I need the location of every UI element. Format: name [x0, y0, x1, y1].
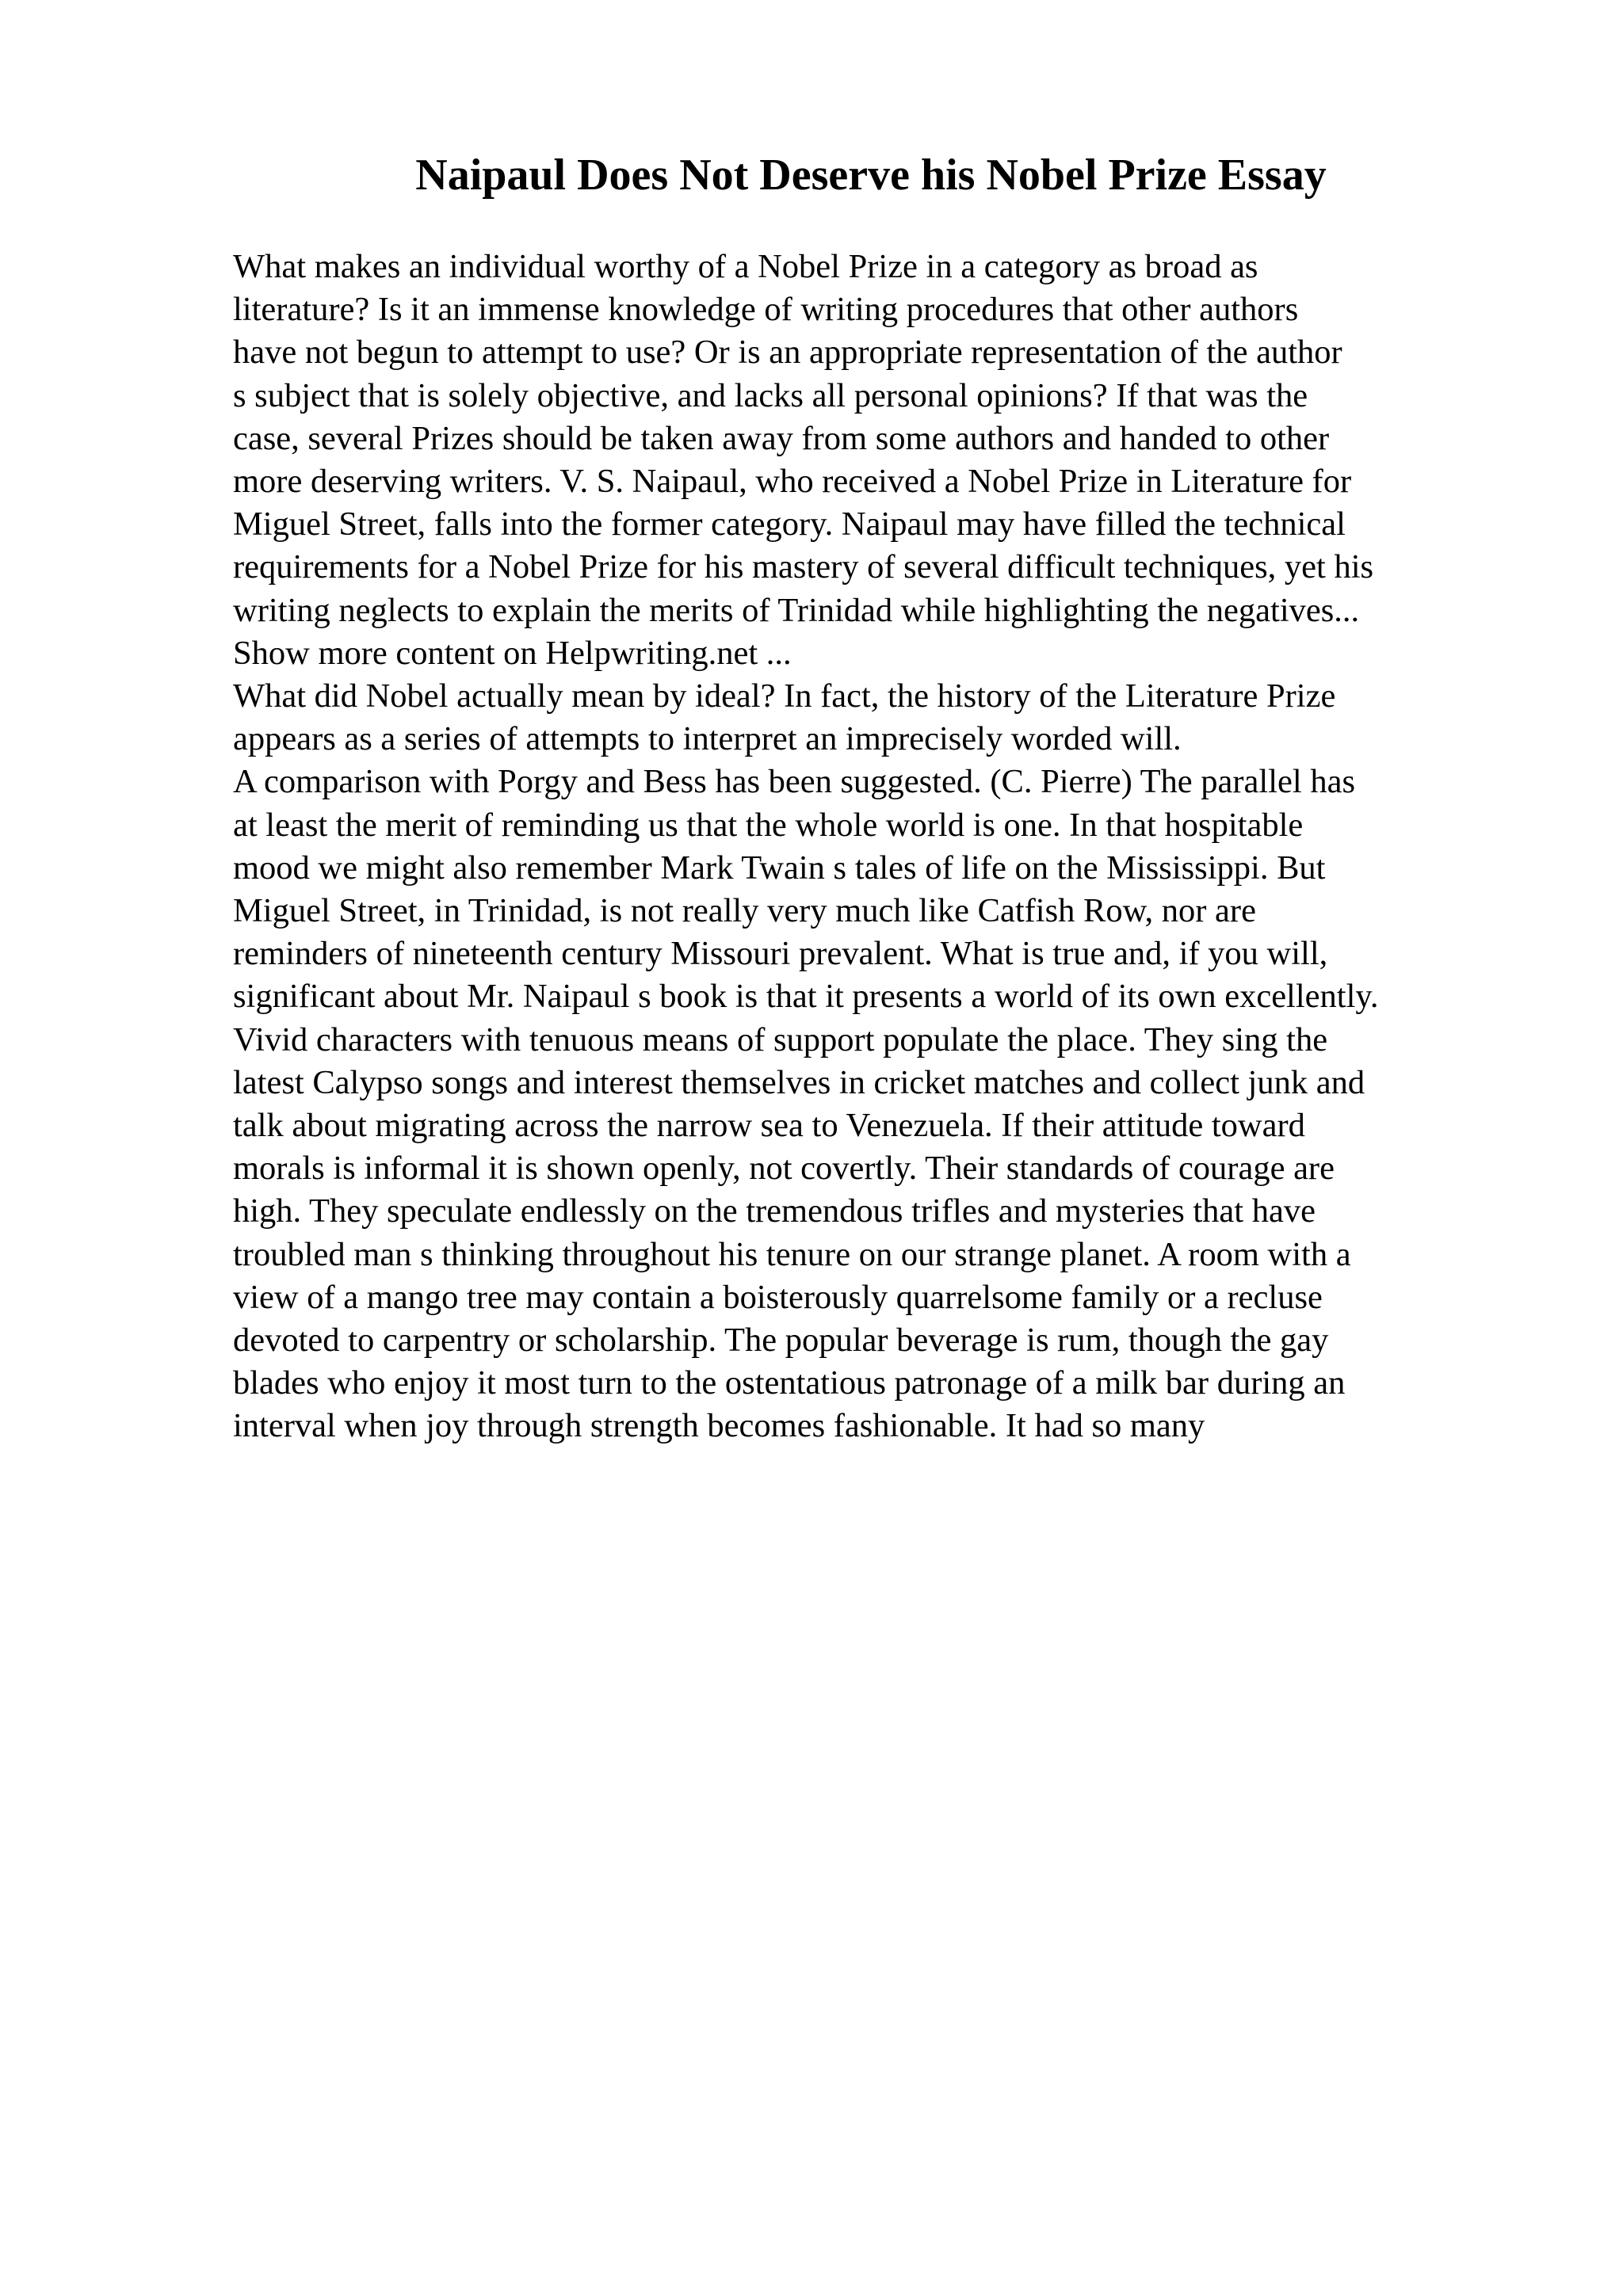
text-line: requirements for a Nobel Prize for his mastery of several difficult techniques, yet his: [233, 548, 1374, 586]
text-line: s subject that is solely objective, and lacks all personal opinions? If that was the: [233, 376, 1308, 414]
document-title: [0, 147, 1623, 203]
text-line: Miguel Street, falls into the former category. Naipaul may have filled the technical: [233, 505, 1346, 543]
text-line: interval when joy through strength becomes fashionable. It had so many: [233, 1407, 1205, 1445]
essay-body: [233, 246, 1501, 1448]
text-line: Miguel Street, in Trinidad, is not really very much like Catfish Row, nor are: [233, 892, 1256, 930]
text-line: blades who enjoy it most turn to the ostentatious patronage of a milk bar during an: [233, 1364, 1346, 1402]
text-line: reminders of nineteenth century Missouri prevalent. What is true and, if you will,: [233, 935, 1328, 973]
text-line: talk about migrating across the narrow sea to Venezuela. If their attitude toward: [233, 1107, 1305, 1145]
text-line: A comparison with Porgy and Bess has been suggested. (C. Pierre) The parallel has: [233, 763, 1355, 801]
text-line: view of a mango tree may contain a boisterously quarrelsome family or a recluse: [233, 1278, 1323, 1316]
text-line: devoted to carpentry or scholarship. The popular beverage is rum, though the gay: [233, 1322, 1329, 1360]
text-line: significant about Mr. Naipaul s book is that it presents a world of its own excellently.: [233, 978, 1379, 1016]
document-title-text: Naipaul Does Not Deserve his Nobel Prize Essay: [415, 151, 1327, 200]
show-more-line: Show more content on Helpwriting.net ...: [233, 634, 792, 672]
text-line: more deserving writers. V. S. Naipaul, who received a Nobel Prize in Literature for: [233, 463, 1352, 501]
text-line: latest Calypso songs and interest themselves in cricket matches and collect junk and: [233, 1063, 1365, 1101]
text-line: literature? Is it an immense knowledge of writing procedures that other authors: [233, 291, 1299, 329]
text-line: high. They speculate endlessly on the tremendous trifles and mysteries that have: [233, 1192, 1316, 1230]
text-line: Vivid characters with tenuous means of support populate the place. They sing the: [233, 1020, 1328, 1058]
text-line: What did Nobel actually mean by ideal? In fact, the history of the Literature Prize: [233, 677, 1336, 715]
text-line: troubled man s thinking throughout his tenure on our strange planet. A room with a: [233, 1235, 1351, 1273]
text-line: appears as a series of attempts to interpret an imprecisely worded will.: [233, 720, 1182, 758]
text-line: writing neglects to explain the merits of Trinidad while highlighting the negatives...: [233, 591, 1360, 629]
text-line: mood we might also remember Mark Twain s tales of life on the Mississippi. But: [233, 849, 1326, 887]
text-line: at least the merit of reminding us that the whole world is one. In that hospitable: [233, 806, 1304, 844]
text-line: What makes an individual worthy of a Nobel Prize in a category as broad as: [233, 248, 1258, 285]
text-line: case, several Prizes should be taken away from some authors and handed to other: [233, 419, 1330, 457]
text-line: have not begun to attempt to use? Or is an appropriate representation of the author: [233, 334, 1342, 372]
text-line: morals is informal it is shown openly, not covertly. Their standards of courage are: [233, 1150, 1335, 1188]
